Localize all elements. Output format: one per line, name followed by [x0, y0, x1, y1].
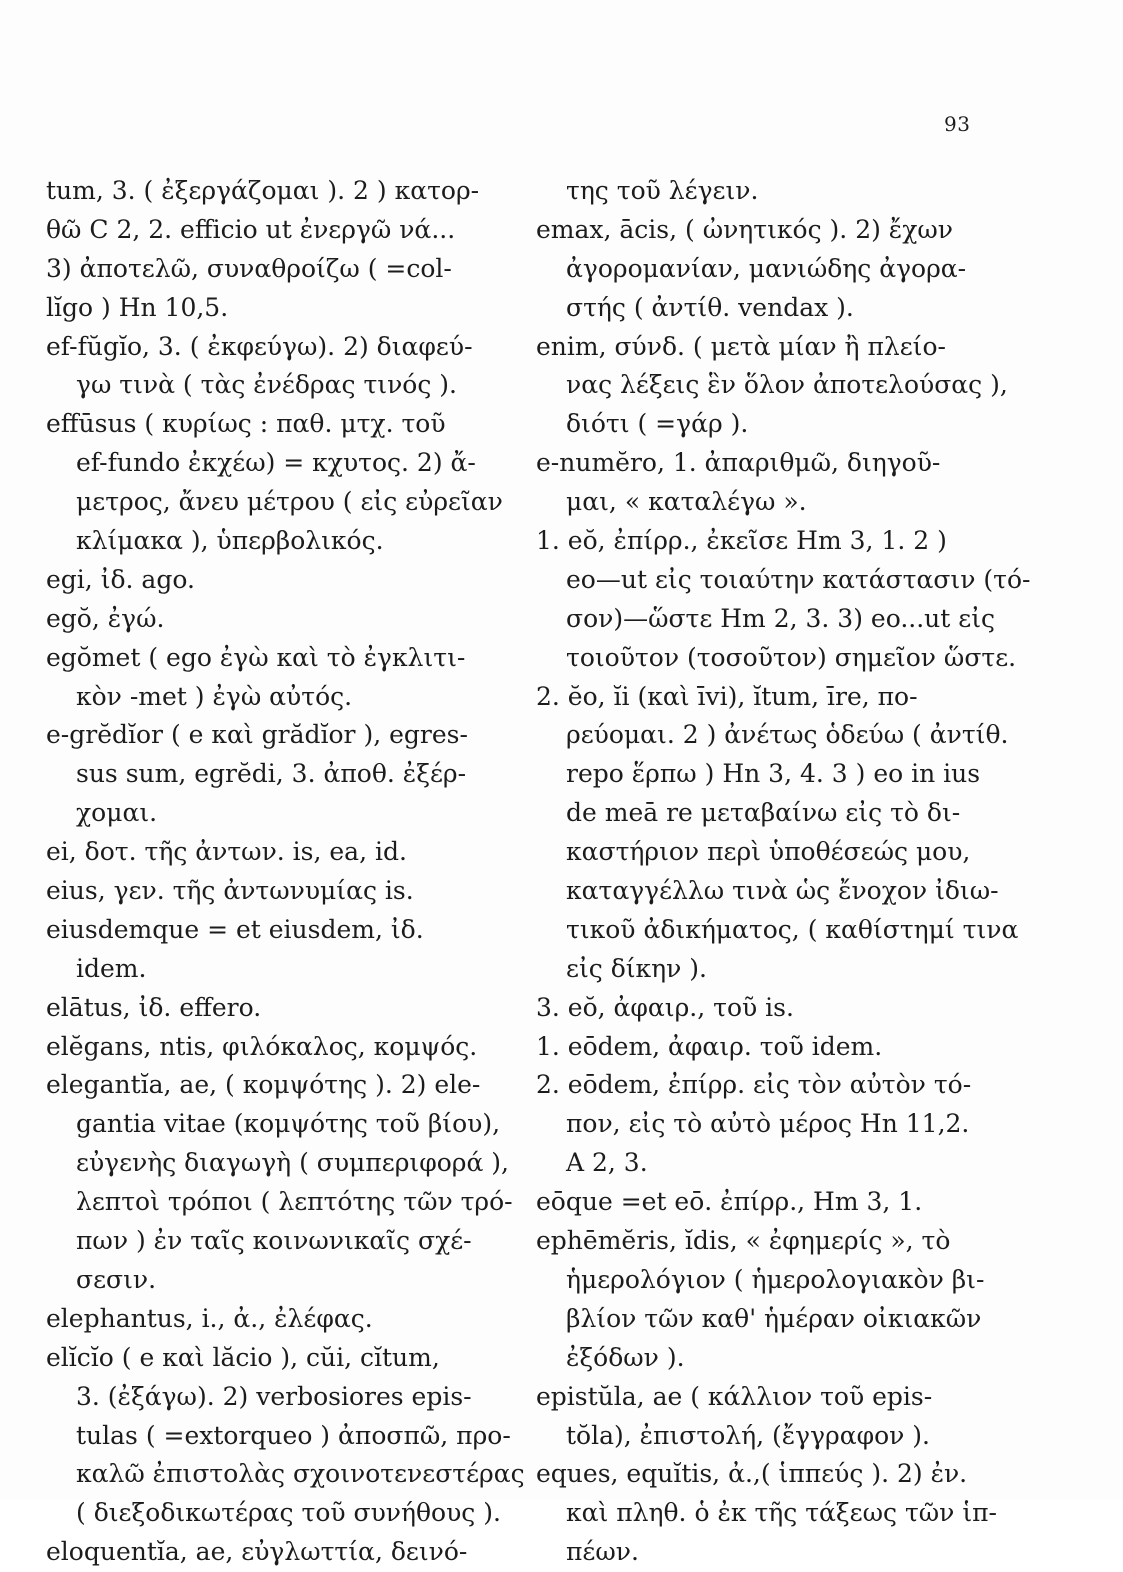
- entry-line: στής ( ἀντίθ. vendax ).: [566, 292, 854, 322]
- entry-line: sus sum, egrĕdi, 3. ἀποθ. ἐξέρ-: [76, 759, 467, 789]
- entry-line: effūsus ( κυρίως : παθ. μτχ. τοῦ: [46, 409, 446, 439]
- entry-line: τοιοῦτον (τοσοῦτον) σημεῖον ὥστε.: [566, 642, 1017, 672]
- entry-line: e-grĕdĭor ( e καὶ grădĭor ), egres-: [46, 720, 468, 750]
- entry-line: repo ἕρπω ) Hn 3, 4. 3 ) eo in ius: [566, 759, 981, 789]
- entry-line: eiusdemque = et eiusdem, ἰδ.: [46, 914, 424, 944]
- entry-line: νας λέξεις ἓν ὅλον ἀποτελούσας ),: [566, 370, 1008, 400]
- entry-line: κὸν -met ) ἐγὼ αὐτός.: [76, 681, 353, 711]
- entry-line: πον, εἰς τὸ αὐτὸ μέρος Hn 11,2.: [566, 1109, 970, 1139]
- entry-line: πων ) ἐν ταῖς κοινωνικαῖς σχέ-: [76, 1226, 472, 1256]
- entry-line: enim, σύνδ. ( μετὰ μίαν ἢ πλείο-: [536, 331, 946, 361]
- entry-line: elĭcĭo ( e καὶ lăcio ), cŭi, cĭtum,: [46, 1342, 440, 1372]
- entry-line: eo—ut εἰς τοιαύτην κατάστασιν (τό-: [566, 564, 1031, 594]
- entry-line: καλῶ ἐπιστολὰς σχοινοτενεστέρας: [76, 1459, 525, 1489]
- left-column: [46, 172, 525, 1572]
- entry-line: e-numĕro, 1. ἀπαριθμῶ, διηγοῦ-: [536, 448, 941, 478]
- entry-line: καταγγέλλω τινὰ ὡς ἔνοχον ἰδιω-: [566, 876, 999, 906]
- entry-line: 2. eōdem, ἐπίρρ. εἰς τὸν αὐτὸν τό-: [536, 1070, 972, 1100]
- entry-line: καστήριον περὶ ὑποθέσεώς μου,: [566, 837, 971, 867]
- entry-line: ef-fŭgĭo, 3. ( ἐκφεύγω). 2) διαφεύ-: [46, 331, 473, 361]
- entry-line: de meā re μεταβαίνω εἰς τὸ δι-: [566, 798, 961, 828]
- entry-line: A 2, 3.: [566, 1148, 648, 1178]
- entry-line: elephantus, i., ἀ., ἐλέφας.: [46, 1303, 373, 1333]
- entry-line: 3) ἀποτελῶ, συναθροίζω ( =col-: [46, 253, 452, 283]
- entry-line: ef-fundo ἐκχέω) = κχυτος. 2) ἄ-: [76, 448, 476, 478]
- entry-line: ἐξόδων ).: [566, 1342, 685, 1372]
- entry-line: πέων.: [566, 1537, 639, 1567]
- page-number: 93: [944, 112, 971, 136]
- entry-line: tum, 3. ( ἐξεργάζομαι ). 2 ) κατορ-: [46, 176, 480, 205]
- entry-line: ρεύομαι. 2 ) ἀνέτως ὁδεύω ( ἀντίθ.: [566, 720, 1009, 750]
- entry-line: 2. ĕo, ĭi (καὶ īvi), ĭtum, īre, πο-: [536, 681, 918, 711]
- entry-line: egŏmet ( ego ἐγὼ καὶ τὸ ἐγκλιτι-: [46, 642, 466, 672]
- entry-line: ἀγορομανίαν, μανιώδης ἀγορα-: [566, 253, 967, 283]
- entry-line: μετρος, ἄνευ μέτρου ( εἰς εὐρεῖαν: [76, 487, 503, 517]
- entry-line: idem.: [76, 953, 147, 983]
- entry-line: εἰς δίκην ).: [566, 953, 708, 983]
- entry-line: tŏla), ἐπιστολή, (ἔγγραφον ).: [566, 1420, 930, 1450]
- entry-line: egi, ἰδ. ago.: [46, 564, 195, 594]
- entry-line: 1. eŏ, ἐπίρρ., ἐκεῖσε Hm 3, 1. 2 ): [536, 526, 947, 556]
- entry-line: εὐγενὴς διαγωγὴ ( συμπεριφορά ),: [76, 1148, 509, 1178]
- entry-line: elegantĭa, ae, ( κομψότης ). 2) ele-: [46, 1070, 481, 1100]
- entry-line: καὶ πληθ. ὁ ἐκ τῆς τάξεως τῶν ἱπ-: [566, 1498, 998, 1528]
- entry-line: βλίον τῶν καθ' ἡμέραν οἰκιακῶν: [566, 1303, 982, 1333]
- entry-line: διότι ( =γάρ ).: [566, 409, 749, 439]
- entry-line: κλίμακα ), ὑπερβολικός.: [76, 526, 384, 556]
- entry-line: emax, ācis, ( ὠνητικός ). 2) ἔχων: [536, 214, 953, 244]
- entry-line: tulas ( =extorqueo ) ἀποσπῶ, προ-: [76, 1420, 511, 1450]
- entry-line: ἡμερολόγιον ( ἡμερολογιακὸν βι-: [566, 1264, 985, 1294]
- entry-line: lĭgo ) Hn 10,5.: [46, 292, 229, 322]
- entry-line: της τοῦ λέγειν.: [566, 176, 759, 205]
- right-column: [536, 172, 1031, 1572]
- entry-line: eloquentĭa, ae, εὐγλωττία, δεινό-: [46, 1537, 468, 1567]
- entry-line: χομαι.: [76, 798, 158, 828]
- entry-line: ephēmĕris, ĭdis, « ἐφημερίς », τὸ: [536, 1226, 951, 1256]
- entry-line: 1. eōdem, ἀφαιρ. τοῦ idem.: [536, 1031, 883, 1061]
- entry-line: elātus, ἰδ. effero.: [46, 992, 262, 1022]
- entry-line: 3. (ἐξάγω). 2) verbosiores epis-: [76, 1381, 472, 1411]
- entry-line: γω τινὰ ( τὰς ἐνέδρας τινός ).: [76, 370, 457, 400]
- entry-line: elĕgans, ntis, φιλόκαλος, κομψός.: [46, 1031, 478, 1061]
- entry-line: gantia vitae (κομψότης τοῦ βίου),: [76, 1109, 501, 1139]
- entry-line: ( διεξοδικωτέρας τοῦ συνήθους ).: [76, 1498, 501, 1528]
- entry-line: θῶ C 2, 2. efficio ut ἐνεργῶ νά...: [46, 214, 456, 244]
- entry-line: eōque =et eō. ἐπίρρ., Hm 3, 1.: [536, 1187, 923, 1217]
- entry-line: epistŭla, ae ( κάλλιον τοῦ epis-: [536, 1381, 933, 1411]
- entry-line: eius, γεν. τῆς ἀντωνυμίας is.: [46, 876, 414, 906]
- entry-line: σεσιν.: [76, 1264, 157, 1294]
- entry-line: ei, δοτ. τῆς ἀντων. is, ea, id.: [46, 837, 407, 867]
- entry-line: 3. eŏ, ἀφαιρ., τοῦ is.: [536, 992, 794, 1022]
- entry-line: τικοῦ ἀδικήματος, ( καθίστημί τινα: [566, 914, 1019, 944]
- entry-line: σον)—ὥστε Hm 2, 3. 3) eo...ut εἰς: [566, 603, 996, 633]
- entry-line: eques, equĭtis, ἀ.,( ἱππεύς ). 2) ἐν.: [536, 1459, 968, 1489]
- entry-line: μαι, « καταλέγω ».: [566, 487, 807, 517]
- entry-line: λεπτοὶ τρόποι ( λεπτότης τῶν τρό-: [76, 1187, 513, 1217]
- entry-line: egŏ, ἐγώ.: [46, 603, 165, 633]
